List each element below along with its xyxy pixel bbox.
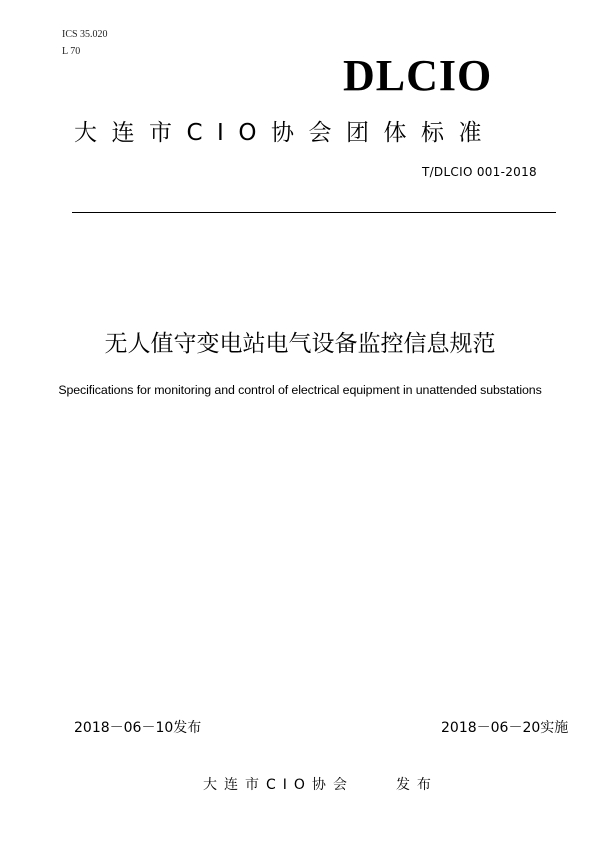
publisher-action: 发布 [395, 777, 438, 793]
publisher-line [203, 774, 438, 794]
document-title-chinese: 无人值守变电站电气设备监控信息规范 [104, 331, 496, 357]
effective-date: 2018－06－20实施 [441, 720, 569, 736]
publish-date: 2018－06－10发布 [74, 720, 202, 736]
classification-code: L 70 [62, 46, 81, 57]
publisher-name: 大连市CIO协会 [203, 777, 354, 793]
ics-code: ICS 35.020 [62, 29, 108, 40]
document-title-english: Specifications for monitoring and control of electrical equipment in unattended substations [58, 383, 542, 397]
standard-number: T/DLCIO 001-2018 [421, 165, 537, 179]
organization-logo: DLCIO [343, 51, 493, 100]
header-divider [72, 212, 556, 213]
standard-type-heading: 大连市CIO协会团体标准 [74, 120, 496, 146]
